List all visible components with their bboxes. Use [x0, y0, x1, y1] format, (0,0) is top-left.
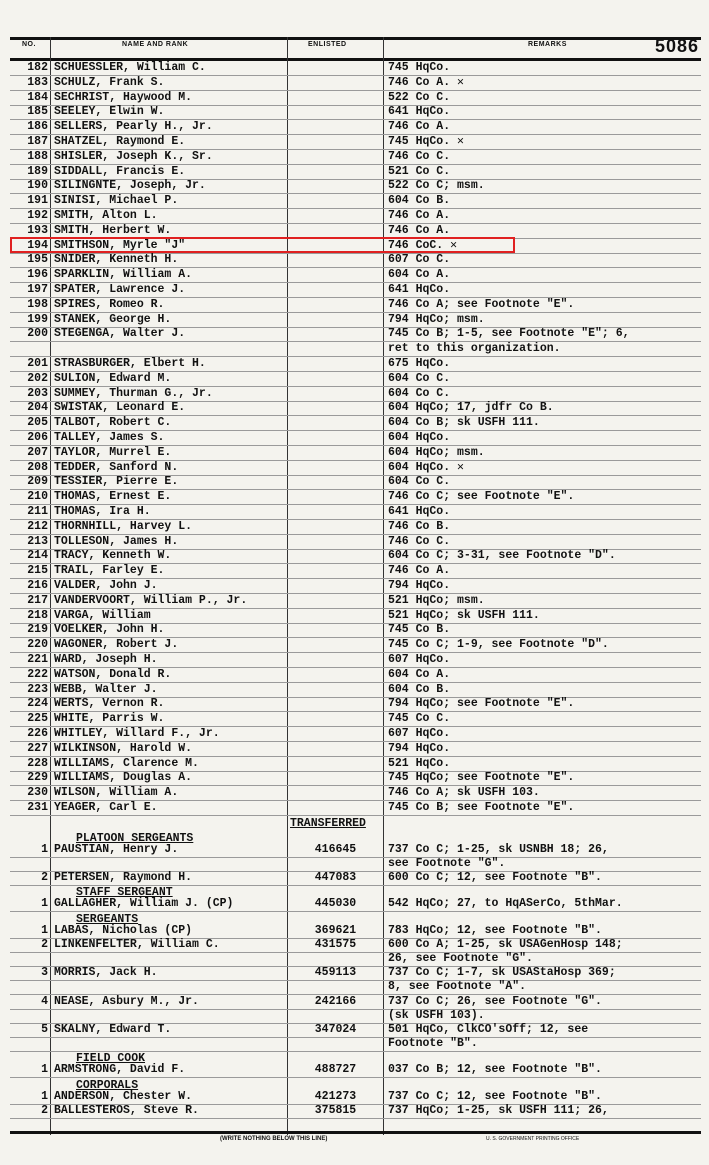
- section-heading: STAFF SERGEANT: [76, 886, 173, 900]
- row-number: 192: [27, 209, 48, 222]
- table-row: [10, 416, 701, 431]
- row-name: THOMAS, Ira H.: [54, 505, 151, 518]
- row-number: 223: [27, 682, 48, 696]
- table-row: [10, 1037, 701, 1052]
- row-remarks: 8, see Footnote "A".: [388, 980, 527, 994]
- table-row: [10, 194, 701, 209]
- row-remarks: ret to this organization.: [388, 342, 561, 356]
- row-remarks: 641 HqCo.: [388, 283, 451, 296]
- row-name: WHITLEY, Willard F., Jr.: [54, 727, 220, 740]
- table-row: [10, 995, 701, 1010]
- row-remarks: 745 HqCo.: [388, 61, 451, 74]
- table-row: [10, 966, 701, 981]
- footer-printer: U. S. GOVERNMENT PRINTING OFFICE: [486, 1136, 580, 1142]
- table-row: [10, 609, 701, 624]
- row-number: 209: [27, 475, 48, 489]
- row-number: 225: [27, 712, 48, 726]
- page-number: 5086: [654, 36, 699, 56]
- row-remarks: 794 HqCo; msm.: [388, 312, 485, 326]
- row-remarks: 783 HqCo; 12, see Footnote "B".: [388, 923, 602, 937]
- row-remarks: 600 Co A; 1-25, sk USAGenHosp 148;: [388, 937, 623, 951]
- table-row: [10, 120, 701, 135]
- row-number: 190: [27, 179, 48, 193]
- table-row: [10, 490, 701, 505]
- column-header-band: [10, 37, 701, 61]
- table-row: [10, 372, 701, 387]
- row-name: SCHULZ, Frank S.: [54, 75, 165, 89]
- row-number: 212: [27, 519, 48, 533]
- row-name: SILINGNTE, Joseph, Jr.: [54, 179, 206, 193]
- row-name: MORRIS, Jack H.: [54, 966, 158, 980]
- row-number: 1: [41, 897, 48, 911]
- row-remarks: 675 HqCo.: [388, 357, 451, 370]
- row-number: 222: [27, 667, 48, 681]
- row-name: BALLESTEROS, Steve R.: [54, 1103, 199, 1117]
- table-row: [10, 742, 701, 757]
- row-remarks: 522 Co C.: [388, 90, 451, 104]
- row-remarks: 746 Co A.: [388, 564, 451, 578]
- row-name: STRASBURGER, Elbert H.: [54, 357, 206, 370]
- row-name: ARMSTRONG, David F.: [54, 1063, 186, 1077]
- row-remarks: 745 HqCo. ✕: [388, 135, 464, 148]
- row-number: 224: [27, 697, 48, 711]
- row-number: 1: [41, 923, 48, 937]
- table-row: [10, 446, 701, 461]
- row-number: 1: [41, 1089, 48, 1103]
- header-name: NAME AND RANK: [122, 41, 189, 48]
- row-remarks: 737 HqCo; 1-25, sk USFH 111; 26,: [388, 1103, 609, 1117]
- row-name: SWISTAK, Leonard E.: [54, 401, 186, 415]
- row-name: SMITH, Alton L.: [54, 209, 158, 222]
- table-row: [10, 357, 701, 372]
- row-remarks: 604 Co A.: [388, 268, 451, 282]
- table-row: [10, 431, 701, 446]
- row-name: SUMMEY, Thurman G., Jr.: [54, 386, 213, 400]
- row-number: 217: [27, 593, 48, 607]
- row-number: 211: [27, 505, 48, 518]
- row-remarks: 604 HqCo; 17, jdfr Co B.: [388, 401, 554, 415]
- row-remarks: 746 Co A.: [388, 209, 451, 222]
- row-name: TALBOT, Robert C.: [54, 416, 172, 430]
- table-row: [10, 535, 701, 550]
- table-row: [10, 135, 701, 150]
- table-row: [10, 313, 701, 328]
- table-row: [10, 61, 701, 76]
- row-name: SHATZEL, Raymond E.: [54, 135, 186, 148]
- row-remarks: 521 HqCo; msm.: [388, 593, 485, 607]
- row-name: YEAGER, Carl E.: [54, 801, 158, 814]
- row-name: WILKINSON, Harold W.: [54, 741, 193, 755]
- row-remarks: 604 HqCo. ✕: [388, 460, 464, 474]
- table-row: [10, 924, 701, 939]
- row-name: TAYLOR, Murrel E.: [54, 445, 172, 459]
- row-number: 229: [27, 771, 48, 785]
- row-remarks: 745 HqCo; see Footnote "E".: [388, 771, 575, 785]
- row-name: WHITE, Parris W.: [54, 712, 165, 726]
- row-name: VALDER, John J.: [54, 579, 158, 592]
- row-name: SECHRIST, Haywood M.: [54, 90, 193, 104]
- row-number: 186: [27, 120, 48, 134]
- row-remarks: 737 Co C; 12, see Footnote "B".: [388, 1089, 602, 1103]
- table-row: [10, 549, 701, 564]
- table-row: [10, 857, 701, 872]
- row-enlisted: 242166: [314, 994, 357, 1008]
- table-row: [10, 653, 701, 668]
- row-number: 189: [27, 164, 48, 178]
- table-row: [10, 897, 701, 912]
- row-remarks: 604 Co B.: [388, 194, 451, 208]
- row-enlisted: 347024: [314, 1023, 357, 1036]
- row-remarks: 521 HqCo; sk USFH 111.: [388, 608, 540, 622]
- header-remarks: REMARKS: [528, 41, 567, 48]
- row-number: 183: [27, 75, 48, 89]
- row-name: VANDERVOORT, William P., Jr.: [54, 593, 248, 607]
- row-remarks: 746 Co A.: [388, 223, 451, 237]
- row-name: VARGA, William: [54, 608, 151, 622]
- table-row: [10, 520, 701, 535]
- row-name: TRACY, Kenneth W.: [54, 549, 172, 563]
- table-row: [10, 283, 701, 298]
- table-row: [10, 179, 701, 194]
- row-name: TEDDER, Sanford N.: [54, 460, 179, 474]
- table-row: [10, 579, 701, 594]
- transferred-label: TRANSFERRED: [290, 816, 366, 830]
- row-remarks: 794 HqCo; see Footnote "E".: [388, 697, 575, 711]
- row-remarks: 746 Co C; see Footnote "E".: [388, 490, 575, 504]
- table-row: [10, 980, 701, 995]
- row-name: SNIDER, Kenneth H.: [54, 253, 179, 267]
- table-row: [10, 757, 701, 772]
- row-remarks: 745 Co B; see Footnote "E".: [388, 801, 575, 814]
- row-remarks: 542 HqCo; 27, to HqASerCo, 5thMar.: [388, 897, 623, 911]
- row-remarks: (sk USFH 103).: [388, 1008, 485, 1022]
- table-row: [10, 387, 701, 402]
- table-row: [10, 1023, 701, 1038]
- row-remarks: 521 Co C.: [388, 164, 451, 178]
- header-no: NO.: [22, 41, 36, 48]
- row-name: SCHUESSLER, William C.: [54, 61, 206, 74]
- row-number: 182: [27, 61, 48, 74]
- row-name: NEASE, Asbury M., Jr.: [54, 994, 199, 1008]
- table-row: [10, 786, 701, 801]
- row-number: 185: [27, 105, 48, 119]
- row-name: ANDERSON, Chester W.: [54, 1089, 193, 1103]
- table-row: [10, 1063, 701, 1078]
- row-remarks: 794 HqCo.: [388, 579, 451, 592]
- row-enlisted: 375815: [314, 1103, 357, 1117]
- row-number: 213: [27, 534, 48, 548]
- row-number: 2: [41, 871, 48, 885]
- row-name: PAUSTIAN, Henry J.: [54, 842, 179, 856]
- table-row: [10, 461, 701, 476]
- row-name: SEELEY, Elwin W.: [54, 105, 165, 119]
- row-number: 198: [27, 297, 48, 311]
- row-name: TRAIL, Farley E.: [54, 564, 165, 578]
- row-number: 231: [27, 801, 48, 814]
- row-number: 184: [27, 90, 48, 104]
- row-name: WEBB, Walter J.: [54, 682, 158, 696]
- table-row: [10, 594, 701, 609]
- row-name: WILLIAMS, Douglas A.: [54, 771, 193, 785]
- row-remarks: 746 Co A. ✕: [388, 75, 464, 89]
- row-enlisted: 416645: [314, 842, 357, 856]
- row-number: 202: [27, 371, 48, 385]
- row-number: 188: [27, 149, 48, 163]
- row-number: 207: [27, 445, 48, 459]
- row-remarks: 037 Co B; 12, see Footnote "B".: [388, 1063, 602, 1077]
- row-remarks: 26, see Footnote "G".: [388, 952, 533, 965]
- row-name: WARD, Joseph H.: [54, 653, 158, 666]
- table-row: [10, 843, 701, 858]
- row-remarks: 600 Co C; 12, see Footnote "B".: [388, 871, 602, 885]
- row-remarks: 607 HqCo.: [388, 727, 451, 740]
- row-name: PETERSEN, Raymond H.: [54, 871, 193, 885]
- row-remarks: 604 Co A.: [388, 667, 451, 681]
- table-row: [10, 712, 701, 727]
- row-number: 3: [41, 966, 48, 980]
- row-name: SMITH, Herbert W.: [54, 223, 172, 237]
- row-remarks: 521 HqCo.: [388, 756, 451, 770]
- table-row: [10, 105, 701, 120]
- row-remarks: see Footnote "G".: [388, 857, 506, 870]
- row-name: SINISI, Michael P.: [54, 194, 179, 208]
- row-number: 5: [41, 1023, 48, 1036]
- table-row: [10, 564, 701, 579]
- row-number: 215: [27, 564, 48, 578]
- header-enlisted: ENLISTED: [308, 41, 347, 48]
- row-name: SKALNY, Edward T.: [54, 1023, 172, 1036]
- table-row: [10, 952, 701, 967]
- row-number: 205: [27, 416, 48, 430]
- row-number: 196: [27, 268, 48, 282]
- row-number: 201: [27, 357, 48, 370]
- row-name: SIDDALL, Francis E.: [54, 164, 186, 178]
- row-remarks: 746 Co A; see Footnote "E".: [388, 297, 575, 311]
- row-remarks: 641 HqCo.: [388, 105, 451, 119]
- row-number: 219: [27, 623, 48, 637]
- table-row: [10, 938, 701, 953]
- table-row: [10, 668, 701, 683]
- row-enlisted: 431575: [314, 937, 357, 951]
- row-remarks: 604 Co C.: [388, 475, 451, 489]
- table-row: [10, 268, 701, 283]
- row-name: SHISLER, Joseph K., Sr.: [54, 149, 213, 163]
- row-remarks: 745 Co C; 1-9, see Footnote "D".: [388, 638, 609, 652]
- table-row: [10, 871, 701, 886]
- row-remarks: 746 Co C.: [388, 534, 451, 548]
- table-row: [10, 253, 701, 268]
- row-name: LABAS, Nicholas (CP): [54, 923, 193, 937]
- row-remarks: 522 Co C; msm.: [388, 179, 485, 193]
- row-remarks: 745 Co B; 1-5, see Footnote "E"; 6,: [388, 327, 630, 341]
- row-name: THORNHILL, Harvey L.: [54, 519, 193, 533]
- table-row: [10, 727, 701, 742]
- row-remarks: 745 Co C.: [388, 712, 451, 726]
- row-enlisted: 447083: [314, 871, 357, 885]
- section-heading: SERGEANTS: [76, 912, 139, 926]
- footer-note: (WRITE NOTHING BELOW THIS LINE): [220, 1136, 328, 1142]
- row-name: SPARKLIN, William A.: [54, 268, 193, 282]
- row-number: 226: [27, 727, 48, 740]
- row-name: TESSIER, Pierre E.: [54, 475, 179, 489]
- row-name: SPIRES, Romeo R.: [54, 297, 165, 311]
- row-number: 218: [27, 608, 48, 622]
- section-heading: CORPORALS: [76, 1078, 139, 1092]
- row-name: WILSON, William A.: [54, 786, 179, 800]
- highlighted-row-box: [10, 237, 515, 253]
- table-row: [10, 209, 701, 224]
- row-name: SELLERS, Pearly H., Jr.: [54, 120, 213, 134]
- table-row: [10, 1090, 701, 1105]
- row-number: 2: [41, 937, 48, 951]
- row-name: SPATER, Lawrence J.: [54, 283, 186, 296]
- table-row: [10, 91, 701, 106]
- row-number: 1: [41, 1063, 48, 1077]
- row-name: STANEK, George H.: [54, 312, 172, 326]
- row-number: 194: [27, 238, 48, 252]
- table-row: [10, 505, 701, 520]
- row-name: TOLLESON, James H.: [54, 534, 179, 548]
- row-remarks: 737 Co C; 26, see Footnote "G".: [388, 994, 602, 1008]
- row-remarks: 746 Co A.: [388, 120, 451, 134]
- table-row: [10, 327, 701, 342]
- row-number: 214: [27, 549, 48, 563]
- row-name: VOELKER, John H.: [54, 623, 165, 637]
- row-number: 187: [27, 135, 48, 148]
- row-number: 200: [27, 327, 48, 341]
- row-number: 221: [27, 653, 48, 666]
- row-remarks: 746 Co B.: [388, 519, 451, 533]
- row-enlisted: 369621: [314, 923, 357, 937]
- table-row: [10, 401, 701, 416]
- row-remarks: 607 Co C.: [388, 253, 451, 267]
- row-name: STEGENGA, Walter J.: [54, 327, 186, 341]
- row-remarks: 746 CoC. ✕: [388, 238, 458, 252]
- row-name: GALLAGHER, William J. (CP): [54, 897, 234, 911]
- row-remarks: 737 Co C; 1-25, sk USNBH 18; 26,: [388, 842, 609, 856]
- row-number: 208: [27, 460, 48, 474]
- table-row: [10, 298, 701, 313]
- row-remarks: 604 Co C; 3-31, see Footnote "D".: [388, 549, 616, 563]
- table-row: [10, 801, 701, 816]
- row-remarks: 607 HqCo.: [388, 653, 451, 666]
- table-row: [10, 1104, 701, 1119]
- row-name: TALLEY, James S.: [54, 431, 165, 444]
- table-row: [10, 342, 701, 357]
- table-row: [10, 638, 701, 653]
- row-remarks: 604 HqCo.: [388, 431, 451, 444]
- row-number: 193: [27, 223, 48, 237]
- row-name: WAGONER, Robert J.: [54, 638, 179, 652]
- row-number: 206: [27, 431, 48, 444]
- section-heading: PLATOON SERGEANTS: [76, 831, 194, 845]
- table-row: [10, 1009, 701, 1024]
- row-number: 1: [41, 842, 48, 856]
- row-remarks: 604 Co B.: [388, 682, 451, 696]
- row-name: LINKENFELTER, William C.: [54, 937, 220, 951]
- table-row: [10, 623, 701, 638]
- row-remarks: 794 HqCo.: [388, 741, 451, 755]
- row-remarks: 746 Co C.: [388, 149, 451, 163]
- row-name: WILLIAMS, Clarence M.: [54, 756, 199, 770]
- table-row: [10, 76, 701, 91]
- row-number: 197: [27, 283, 48, 296]
- row-number: 230: [27, 786, 48, 800]
- row-enlisted: 459113: [314, 966, 357, 980]
- row-name: THOMAS, Ernest E.: [54, 490, 172, 504]
- row-remarks: 604 Co C.: [388, 386, 451, 400]
- table-row: [10, 475, 701, 490]
- row-remarks: Footnote "B".: [388, 1037, 478, 1051]
- bottom-rule: [10, 1131, 701, 1134]
- row-number: 4: [41, 994, 48, 1008]
- row-enlisted: 488727: [314, 1063, 357, 1077]
- row-remarks: 604 HqCo; msm.: [388, 445, 485, 459]
- row-enlisted: 445030: [314, 897, 357, 911]
- row-number: 220: [27, 638, 48, 652]
- table-row: [10, 150, 701, 165]
- row-name: SULION, Edward M.: [54, 371, 172, 385]
- row-number: 210: [27, 490, 48, 504]
- row-remarks: 604 Co B; sk USFH 111.: [388, 416, 540, 430]
- row-number: 2: [41, 1103, 48, 1117]
- row-remarks: 604 Co C.: [388, 371, 451, 385]
- row-remarks: 745 Co B.: [388, 623, 451, 637]
- row-number: 228: [27, 756, 48, 770]
- row-number: 203: [27, 386, 48, 400]
- row-remarks: 501 HqCo, ClkCO'sOff; 12, see: [388, 1023, 589, 1036]
- row-name: SMITHSON, Myrle "J": [54, 238, 186, 252]
- table-row: [10, 683, 701, 698]
- row-number: 199: [27, 312, 48, 326]
- row-name: WATSON, Donald R.: [54, 667, 172, 681]
- row-remarks: 737 Co C; 1-7, sk USAStaHosp 369;: [388, 966, 616, 980]
- row-number: 216: [27, 579, 48, 592]
- row-name: WERTS, Vernon R.: [54, 697, 165, 711]
- row-number: 195: [27, 253, 48, 267]
- table-row: [10, 697, 701, 712]
- section-heading: FIELD COOK: [76, 1052, 146, 1066]
- row-number: 227: [27, 741, 48, 755]
- row-number: 204: [27, 401, 48, 415]
- row-enlisted: 421273: [314, 1089, 357, 1103]
- table-row: [10, 165, 701, 180]
- row-number: 191: [27, 194, 48, 208]
- row-remarks: 746 Co A; sk USFH 103.: [388, 786, 540, 800]
- table-row: [10, 771, 701, 786]
- row-remarks: 641 HqCo.: [388, 505, 451, 518]
